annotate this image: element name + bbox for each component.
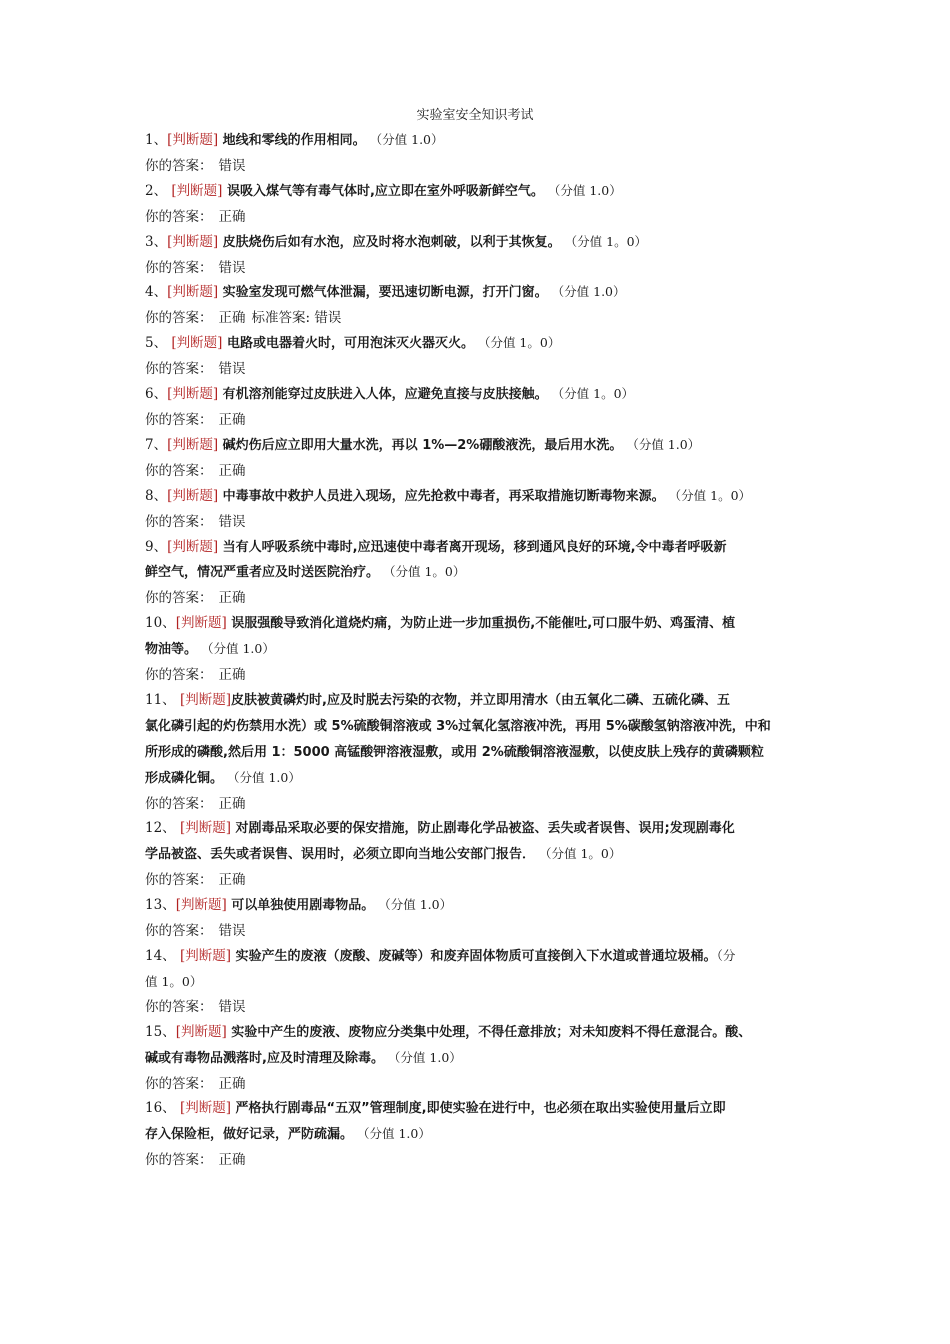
question-line (145, 280, 810, 306)
answer-line (145, 408, 810, 433)
question-line (145, 740, 810, 766)
answer-value: 正确 (218, 872, 246, 889)
answer-line (145, 792, 810, 817)
question-line (145, 560, 810, 586)
answer-line (145, 995, 810, 1020)
question-score: （分值 1.0） (223, 769, 301, 785)
answer-value: 正确 (218, 310, 246, 327)
question-text: 形成磷化铜。 (145, 770, 224, 786)
question-score: （分值 1。0） (379, 564, 466, 580)
answer-value: 错误 (218, 513, 246, 530)
answer-line (145, 919, 810, 944)
question-type-tag: [判断题] (167, 487, 219, 504)
question-score: （分值 1.0） (622, 436, 701, 452)
question-score: （分值 1.0） (353, 1126, 431, 1142)
answer-line (145, 663, 810, 688)
question-item (145, 331, 810, 382)
question-type-tag: [判断题] (179, 691, 232, 708)
question-type-tag: [判断题] (171, 182, 223, 199)
question-text: 当有人呼吸系统中毒时,应迅速使中毒者离开现场，移到通风良好的环境,令中毒者呼吸新 (218, 539, 727, 555)
question-text: 物油等。 (145, 642, 198, 658)
question-text: 对剧毒品采取必要的保安措施，防止剧毒化学品被盗、丢失或者误售、误用;发现剧毒化 (231, 821, 735, 837)
question-line (145, 128, 810, 154)
question-line (145, 842, 810, 868)
question-score: （分值 1。0） (560, 233, 648, 249)
question-score: （分值 1.0） (374, 897, 453, 913)
question-item (145, 179, 810, 230)
answer-line (145, 1072, 810, 1097)
answer-label: 你的答案： (145, 361, 213, 378)
question-item (145, 611, 810, 688)
question-item (145, 484, 810, 535)
answer-value: 正确 (218, 667, 246, 684)
answer-value: 正确 (218, 795, 246, 812)
question-line (145, 611, 810, 637)
answer-value: 正确 (218, 462, 246, 479)
question-type-tag: [判断题] (171, 335, 223, 352)
question-line (145, 1020, 810, 1046)
question-type-tag: [判断题] (167, 284, 219, 301)
question-text: 误吸入煤气等有毒气体时,应立即在室外呼吸新鲜空气。 (222, 183, 544, 199)
question-type-tag: [判断题] (175, 897, 227, 914)
answer-value: 正确 (218, 1152, 246, 1169)
question-text: 学品被盗、丢失或者误售、误用时，必须立即向当地公安部门报告． (145, 847, 536, 863)
question-type-tag: [判断题] (179, 820, 232, 837)
answer-label: 你的答案： (145, 923, 213, 940)
question-text: 可以单独使用剧毒物品。 (226, 898, 375, 914)
question-type-tag: [判断题] (175, 1023, 227, 1040)
question-line (145, 230, 810, 256)
answer-value: 错误 (218, 157, 246, 174)
question-number: 8、 (145, 487, 168, 504)
answer-line (145, 306, 810, 331)
question-number: 4、 (145, 284, 168, 301)
question-item (145, 1096, 810, 1173)
question-number: 16、 (145, 1100, 180, 1117)
question-item (145, 893, 810, 944)
question-text: 误服强酸导致消化道烧灼痛，为防止进一步加重损伤,不能催吐,可口服牛奶、鸡蛋清、植 (226, 616, 736, 632)
question-number: 11、 (145, 691, 180, 708)
question-number: 5、 (145, 335, 172, 352)
question-score: （分值 1。0） (547, 386, 635, 402)
question-text: 存入保险柜，做好记录，严防疏漏。 (145, 1127, 354, 1143)
answer-value: 错误 (218, 361, 246, 378)
answer-label: 你的答案： (145, 998, 213, 1015)
answer-label: 你的答案： (145, 208, 213, 225)
answer-value: 正确 (218, 411, 246, 428)
answer-value: 正确 (218, 590, 246, 607)
question-text: 实验产生的废液（废酸、废碱等）和废弃固体物质可直接倒入下水道或普通垃圾桶。 (231, 949, 717, 964)
question-type-tag: [判断题] (167, 386, 219, 403)
answer-value: 错误 (218, 923, 246, 940)
question-line (145, 970, 810, 995)
answer-label: 你的答案： (145, 157, 213, 174)
question-type-tag: [判断题] (179, 948, 232, 964)
question-text: 电路或电器着火时，可用泡沫灭火器灭火。 (222, 336, 474, 352)
question-line (145, 331, 810, 357)
answer-label: 你的答案： (145, 411, 213, 428)
question-text: 碱灼伤后应立即用大量水洗，再以 1%—2%硼酸液洗，最后用水洗。 (218, 437, 623, 453)
question-item (145, 535, 810, 612)
answer-line (145, 256, 810, 281)
question-line (145, 766, 810, 792)
question-type-tag: [判断题] (167, 436, 219, 453)
question-number: 1、 (145, 132, 168, 148)
question-score: （分值 1。0） (664, 487, 752, 503)
answer-label: 你的答案： (145, 667, 213, 684)
question-line (145, 179, 810, 205)
answer-label: 你的答案： (145, 1152, 213, 1169)
answer-line (145, 1148, 810, 1173)
question-line (145, 433, 810, 459)
question-text: 碱或有毒物品溅落时,应及时清理及除毒。 (145, 1050, 384, 1066)
question-text: 皮肤烧伤后如有水泡，应及时将水泡刺破，以利于其恢复。 (218, 234, 561, 250)
answer-label: 你的答案： (145, 259, 213, 276)
question-score: （分值 1。0） (473, 335, 561, 351)
question-line (145, 816, 810, 842)
answer-line (145, 154, 810, 179)
answer-label: 你的答案： (145, 513, 213, 530)
question-item (145, 280, 810, 331)
question-score: （分值 1.0） (197, 641, 275, 657)
question-type-tag: [判断题] (167, 233, 219, 250)
question-item (145, 433, 810, 484)
answer-line (145, 205, 810, 230)
question-item (145, 688, 810, 817)
question-number: 2、 (145, 182, 172, 199)
standard-answer: 标准答案: 错误 (251, 310, 342, 327)
question-text: 氯化磷引起的灼伤禁用水洗）或 5%硫酸铜溶液或 3%过氧化氢溶液冲洗，再用 5%碳酸氢钠溶液冲洗，中和 (145, 718, 771, 734)
question-item (145, 1020, 810, 1097)
question-number: 7、 (145, 436, 168, 453)
answer-value: 正确 (218, 208, 246, 225)
answer-line (145, 868, 810, 893)
question-text: 鲜空气，情况严重者应及时送医院治疗。 (145, 565, 380, 581)
question-item (145, 230, 810, 281)
question-number: 6、 (145, 386, 168, 403)
question-number: 9、 (145, 538, 168, 555)
question-score: （分值 1。0） (535, 846, 622, 862)
answer-label: 你的答案： (145, 590, 213, 607)
answer-label: 你的答案： (145, 462, 213, 479)
page-title: 实验室安全知识考试 (416, 108, 534, 123)
answer-label: 你的答案： (145, 310, 213, 327)
question-line (145, 1046, 810, 1072)
question-item (145, 128, 810, 179)
question-type-tag: [判断题] (179, 1100, 232, 1117)
question-number: 3、 (145, 233, 168, 250)
question-score: 值 1。0） (145, 973, 203, 989)
question-list (145, 128, 810, 1173)
question-score: （分值 1.0） (383, 1049, 462, 1065)
question-item (145, 382, 810, 433)
question-score: （分值 1.0） (543, 182, 622, 198)
question-number: 14、 (145, 948, 180, 964)
question-line (145, 484, 810, 510)
answer-value: 错误 (218, 259, 246, 276)
question-number: 10、 (145, 615, 176, 632)
answer-line (145, 510, 810, 535)
question-line (145, 714, 810, 740)
question-line (145, 688, 810, 714)
question-number: 13、 (145, 897, 176, 914)
question-text: 有机溶剂能穿过皮肤进入人体，应避免直接与皮肤接触。 (218, 387, 548, 403)
question-item (145, 816, 810, 893)
question-line (145, 1096, 810, 1122)
answer-value: 正确 (218, 1075, 246, 1092)
question-line (145, 893, 810, 919)
question-number: 12、 (145, 820, 180, 837)
question-text: 中毒事故中救护人员进入现场，应先抢救中毒者，再采取措施切断毒物来源。 (218, 488, 665, 504)
question-type-tag: [判断题] (167, 538, 219, 555)
question-score: （分值 1.0） (365, 132, 444, 147)
question-score: （分 (716, 948, 736, 963)
question-text: 皮肤被黄磷灼时,应及时脱去污染的衣物，并立即用清水（由五氧化二磷、五硫化磷、五 (231, 692, 730, 708)
question-text: 严格执行剧毒品“五双”管理制度,即使实验在进行中，也必须在取出实验使用量后立即 (231, 1101, 726, 1117)
question-line (145, 944, 810, 970)
answer-value: 错误 (218, 998, 246, 1015)
answer-label: 你的答案： (145, 872, 213, 889)
answer-line (145, 357, 810, 382)
answer-line (145, 586, 810, 611)
question-score: （分值 1.0） (547, 284, 626, 300)
question-text: 所形成的磷酸,然后用 1：5000 高锰酸钾溶液湿敷，或用 2%硫酸铜溶液湿敷，以使皮肤上残存的黄磷颗粒 (145, 744, 764, 760)
question-number: 15、 (145, 1023, 176, 1040)
question-type-tag: [判断题] (175, 615, 227, 632)
question-text: 地线和零线的作用相同。 (218, 133, 366, 148)
question-line (145, 1122, 810, 1148)
answer-label: 你的答案： (145, 1075, 213, 1092)
question-text: 实验中产生的废液、废物应分类集中处理，不得任意排放；对未知废料不得任意混合。酸、 (226, 1024, 752, 1040)
question-line (145, 535, 810, 561)
answer-line (145, 459, 810, 484)
question-line (145, 382, 810, 408)
question-item (145, 944, 810, 1020)
answer-label: 你的答案： (145, 795, 213, 812)
question-line (145, 637, 810, 663)
question-text: 实验室发现可燃气体泄漏，要迅速切断电源，打开门窗。 (218, 285, 548, 301)
question-type-tag: [判断题] (167, 132, 219, 148)
